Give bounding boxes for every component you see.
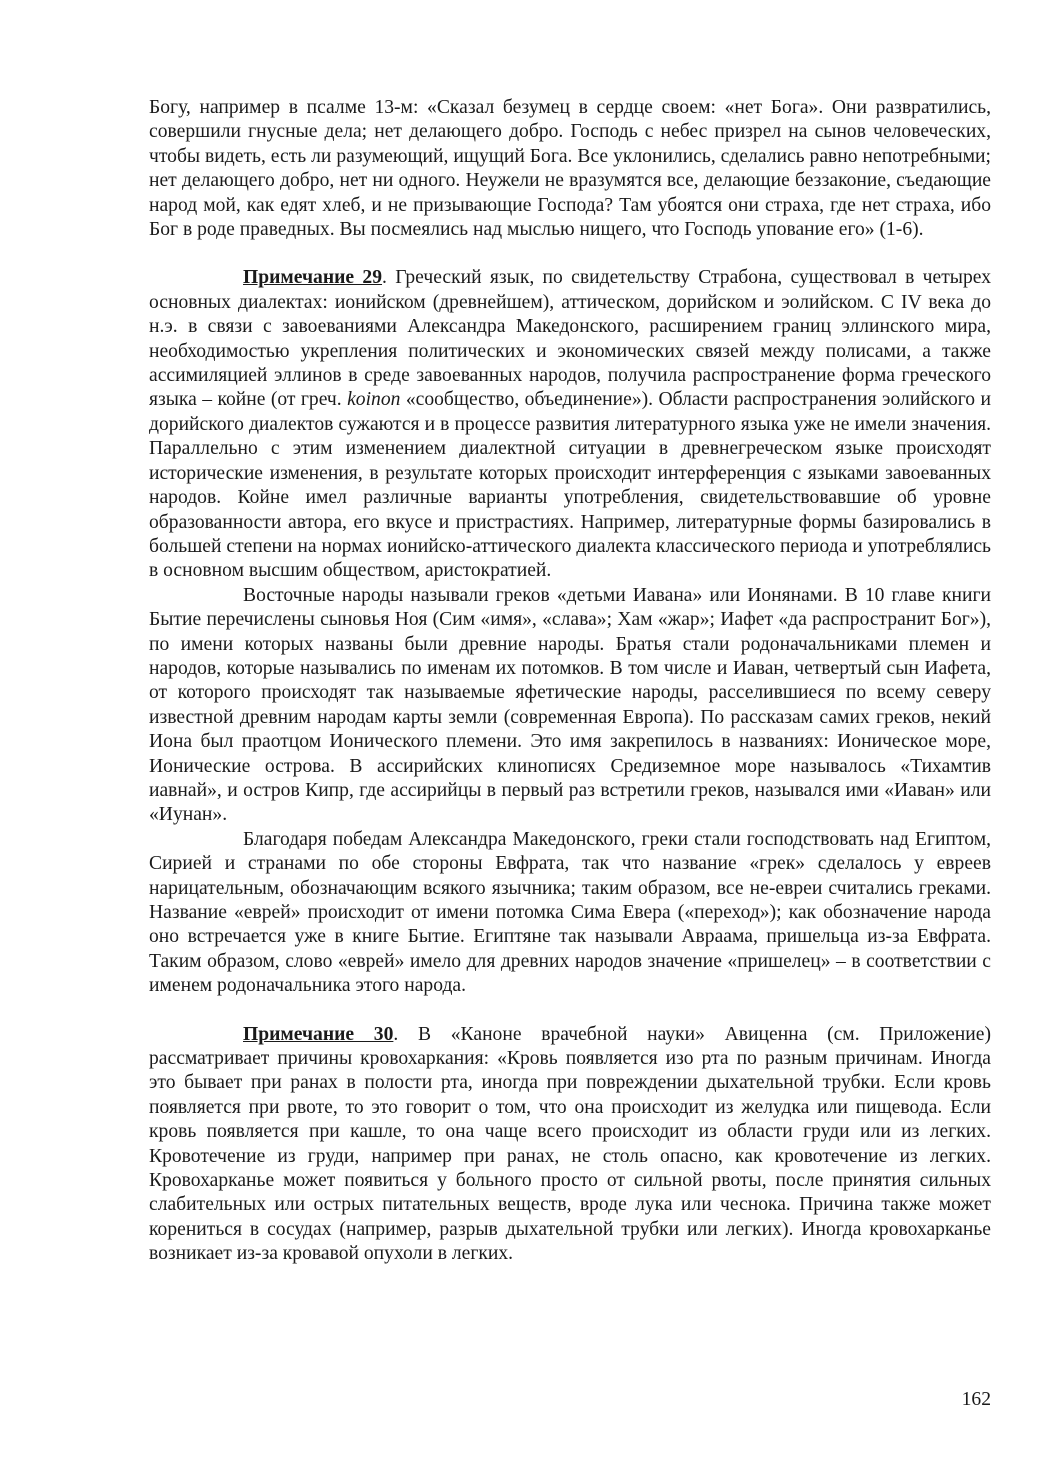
note-29-label: Примечание 29 [243,267,383,289]
note-30-paragraph [149,1023,991,1267]
note-29-paragraph [149,266,991,583]
note-29-italic-term: koinon [347,389,401,411]
note-29-paragraph-2: Восточные народы называли греков «детьми Иавана» или Ионянами. В 10 главе книги Бытие перечислены сыновья Ноя (Сим «имя», «слава»; Хам «жар»; Иафет «да распространит Бог»), по имени которых названы были древние народы. Братья стали родоначальниками племен и народов, которые назывались по именам их потомков. В том числе и Иаван, четвертый сын Иафета, от которого происходят так называемые яфетические народы, расселившиеся по всему северу известной древним народам карты земли (современная Европа). По рассказам самих греков, некий Иона был праотцом Ионического племени. Это имя закрепилось в названиях: Ионическое море, Ионические острова. В ассирийских клинописях Средиземное море называлось «Тихамтив иавнай», и остров Кипр, где ассирийцы в первый раз встретили греков, назывался ими «Иаван» или «Иунан». [149,584,991,826]
paragraph-spacer [149,999,991,1023]
note-29-paragraph-3: Благодаря победам Александра Македонского, греки стали господствовать над Египтом, Сирией и странами по обе стороны Евфрата, так что название «грек» сделалось у евреев нарицательным, обозначающим всякого язычника; таким образом, все не-евреи считались греками. Название «еврей» происходит от имени потомка Сима Евера («переход»); как обозначение народа оно встречается уже в книге Бытие. Египтяне так называли Авраама, пришельца из-за Евфрата. Таким образом, слово «еврей» имело для древних народов значение «пришелец» – в соответствии с именем родоначальника этого народа. [149,828,991,997]
note-30-label: Примечание 30 [243,1023,394,1045]
page-number: 162 [961,1389,991,1410]
note-30-text: . В «Каноне врачебной науки» Авиценна (см. Приложение) рассматривает причины кровохаркания: «Кровь появляется изо рта по разным причинам. Иногда это бывает при ранах в полости рта, иногда при повреждении дыхательной трубки. Если кровь появляется при рвоте, то это говорит о том, что она происходит из желудка или пищевода. Если кровь появляется при кашле, то она чаще всего происходит из области груди или из легких. Кровотечение из груди, например при ранах, не столь опасно, как кровотечение из легких. Кровохарканье может появиться у больного просто от сильной рвоты, после принятия сильных слабительных или острых питательных веществ, вроде лука или чеснока. Причина также может корениться в сосудах (например, разрыв дыхательной трубки или легких). Иногда кровохарканье возникает из-за кровавой опухоли в легких. [149,1023,991,1265]
document-page [149,96,991,1267]
paragraph-spacer [149,242,991,266]
psalm-paragraph: Богу, например в псалме 13-м: «Сказал безумец в сердце своем: «нет Бога». Они развратились, совершили гнусные дела; нет делающего добро. Господь с небес призрел на сынов человеческих, чтобы видеть, есть ли разумеющий, ищущий Бога. Все уклонились, сделались равно непотребными; нет делающего добро, нет ни одного. Неужели не вразумятся все, делающие беззаконие, съедающие народ мой, как едят хлеб, и не призывающие Господа? Там убоятся они страха, где нет страха, ибо Бог в роде праведных. Вы посмеялись над мыслью нищего, что Господь упование его» (1-6). [149,97,991,241]
note-29-text-start: . Греческий язык, по свидетельству Страбона, существовал в четырех основных диалектах: ионийском (древнейшем), аттическом, дорийском и эолийском. С IV века до н.э. в связи с завоеваниями Александра Македонского, расширением границ эллинского мира, необходимостью укрепления политических и экономических связей между полисами, а также ассимиляцией эллинов в среде завоеванных народов, получила распространение форма греческого языка – койне (от греч. [149,267,991,411]
note-29-text-end: «сообщество, объединение»). Области распространения эолийского и дорийского диалектов сужаются и в процессе развития литературного языка уже не имели значения. Параллельно с этим изменением диалектной ситуации в древнегреческом языке происходят исторические изменения, в результате которых происходит интерференция с языками завоеванных народов. Койне имел различные варианты употребления, свидетельствовавшие об уровне образованности автора, его вкусе и пристрастиях. Например, литературные формы базировались в большей степени на нормах ионийско-аттического диалекта классического периода и употреблялись в основном высшим обществом, аристократией. [149,389,991,582]
